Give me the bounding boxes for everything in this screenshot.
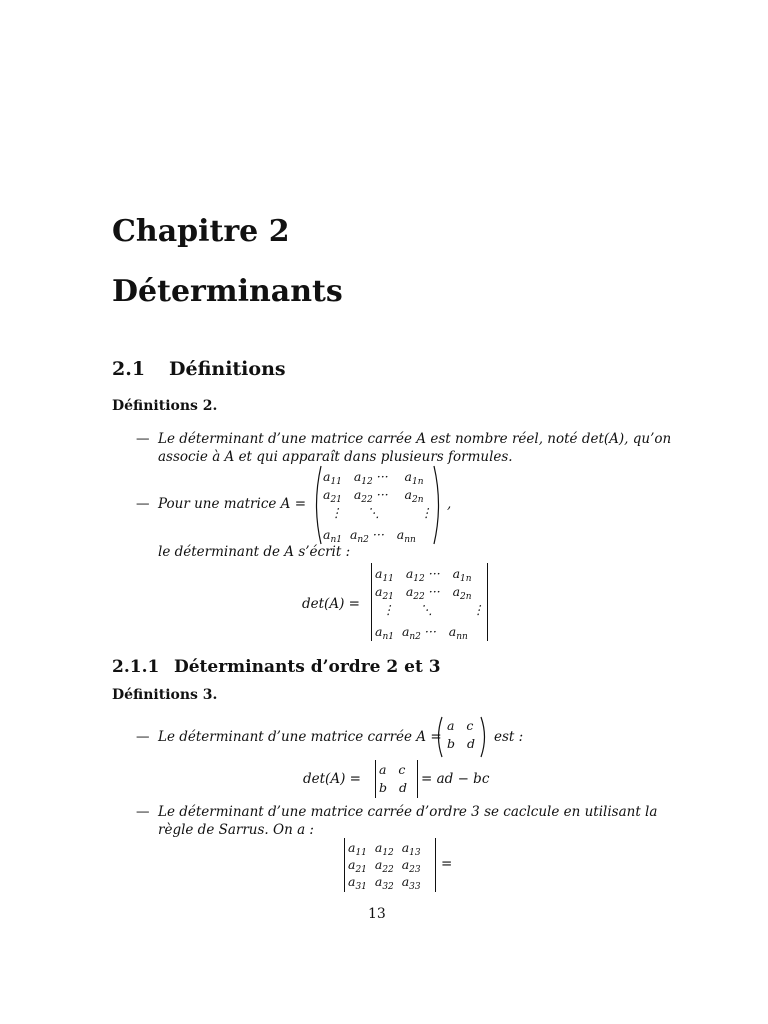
right-paren: [432, 465, 444, 545]
det-row-2: $a_{21}$ $a_{22}$ ··· $a_{2n}$: [375, 584, 472, 602]
det3-row-3: $a_{31}$ $a_{32}$ $a_{33}$: [348, 874, 421, 892]
left-paren: [434, 716, 444, 758]
subsection-heading: [112, 657, 441, 677]
section-number: 2.1: [112, 358, 146, 380]
right-paren: [479, 716, 489, 758]
det2-right-bar: [417, 760, 418, 798]
definitions-3-heading: Définitions 3.: [112, 687, 218, 703]
det-right-bar: [487, 563, 488, 641]
det3-left-bar: [344, 838, 345, 892]
det-row-4: $a_{n1}$ $a_{n2}$ ··· $a_{nn}$: [375, 624, 468, 642]
defs2-item1-line1: Le déterminant d’une matrice carrée A est nombre réel, noté det(A), qu’on: [158, 431, 672, 447]
section-heading: [112, 358, 286, 380]
defs3-item1-suffix: est :: [494, 729, 524, 745]
page-number: 13: [368, 906, 386, 922]
matrix-a-row-3-diag: ⋱: [367, 505, 380, 520]
chapter-label: Chapitre 2: [112, 214, 290, 249]
det2-row-1: a c: [379, 762, 406, 777]
left-paren: [311, 465, 323, 545]
defs2-item2-suffix: ,: [447, 496, 452, 512]
defs2-item1-line2: associe à A et qui apparaît dans plusieurs formules.: [158, 449, 513, 465]
det3-rhs: =: [441, 856, 453, 872]
bullet-dash: —: [136, 804, 150, 820]
matrix-a-row-2: $a_{21}$ $a_{22}$ ··· $a_{2n}$: [323, 487, 424, 505]
subsection-number: 2.1.1: [112, 657, 160, 677]
det2-row-2: b d: [379, 780, 407, 795]
definitions-2-heading: Définitions 2.: [112, 398, 218, 414]
subsection-title: Déterminants d’ordre 2 et 3: [174, 657, 441, 677]
matrix-a-row-4: $a_{n1}$ $a_{n2}$ ··· $a_{nn}$: [323, 527, 416, 545]
section-title: Définitions: [169, 358, 286, 380]
defs3-item1-prefix: Le déterminant d’une matrice carrée A =: [158, 729, 442, 745]
det-row-1: $a_{11}$ $a_{12}$ ··· $a_{1n}$: [375, 566, 472, 584]
det-row-3: ⋮: [382, 602, 395, 617]
det2-left-bar: [375, 760, 376, 798]
chapter-title: Déterminants: [112, 274, 343, 309]
defs3-item2-line1: Le déterminant d’une matrice carrée d’ordre 3 se caclcule en utilisant la: [158, 804, 658, 820]
det2-lhs: det(A) =: [303, 771, 361, 787]
matrix-a-row-3: ⋮: [330, 505, 343, 520]
bullet-dash: —: [136, 431, 150, 447]
matrix2-row-1: a c: [447, 718, 474, 733]
matrix-a-row-3-right: ⋮: [420, 505, 433, 520]
det-row-3-right: ⋮: [472, 602, 485, 617]
det3-right-bar: [435, 838, 436, 892]
matrix2-row-2: b d: [447, 736, 475, 751]
det-left-bar: [371, 563, 372, 641]
det3-row-2: $a_{21}$ $a_{22}$ $a_{23}$: [348, 857, 421, 875]
det3-row-1: $a_{11}$ $a_{12}$ $a_{13}$: [348, 840, 421, 858]
defs2-item2-line2: le déterminant de A s’écrit :: [158, 544, 351, 560]
det-lhs: det(A) =: [302, 596, 360, 612]
bullet-dash: —: [136, 496, 150, 512]
defs3-item2-line2: règle de Sarrus. On a :: [158, 822, 314, 838]
det-row-3-diag: ⋱: [420, 602, 433, 617]
defs2-item2-prefix: Pour une matrice A =: [158, 496, 307, 512]
bullet-dash: —: [136, 729, 150, 745]
matrix-a-row-1: $a_{11}$ $a_{12}$ ··· $a_{1n}$: [323, 469, 424, 487]
det2-rhs: = ad − bc: [421, 771, 490, 787]
